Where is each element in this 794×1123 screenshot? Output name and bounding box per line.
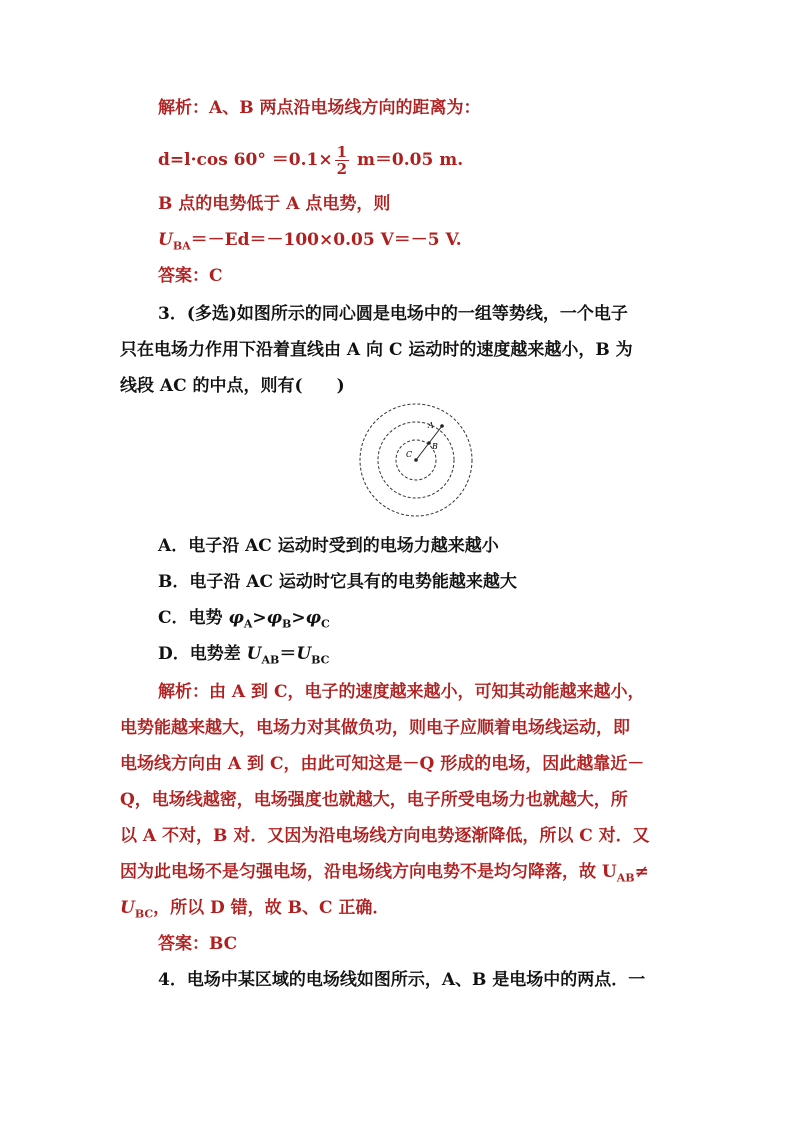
q2-explanation-line2: d=l·cos 60° ＝0.1× $\frac{1}{2}$ m＝0.05 m.	[158, 143, 464, 178]
answer-label: 答案	[158, 934, 192, 954]
q3-stem-line3: 线段 AC 的中点，则有( )	[120, 376, 345, 396]
q2-explanation-line1: 解析：A、B 两点沿电场线方向的距离为：	[158, 98, 481, 118]
q3-option-a: A．电子沿 AC 运动时受到的电场力越来越小	[158, 536, 499, 556]
explanation-label: 解析	[158, 98, 192, 118]
q2-answer: 答案：C	[158, 266, 223, 286]
q3-explanation-line2: 电势能越来越大，电场力对其做负功，则电子应顺着电场线运动，即	[120, 718, 630, 738]
point-b	[427, 441, 431, 445]
q3-explanation-line1: 解析：由 A 到 C，电子的速度越来越小，可知其动能越来越小，	[158, 682, 645, 702]
q3-stem-line2: 只在电场力作用下沿着直线由 A 向 C 运动时的速度越来越小，B 为	[120, 340, 633, 360]
q3-answer: 答案：BC	[158, 934, 238, 954]
label-b: B	[432, 442, 438, 451]
q3-explanation-line6: 因为此电场不是匀强电场，沿电场线方向电势不是均匀降落，故 $U_{AB}\ne$	[120, 862, 649, 885]
explanation-label: 解析	[158, 682, 192, 702]
q2-explanation-line4: $U_{BA}=-Ed=-100\times 0.05$ V＝－5 V.	[158, 230, 462, 253]
q3-option-c: C．电势 $\varphi_A>\varphi_B>\varphi_C$	[158, 608, 330, 631]
q3-explanation-line5: 以 A 不对，B 对．又因为沿电场线方向电势逐渐降低，所以 C 对．又	[120, 826, 650, 846]
q3-explanation-line7: $U_{BC}$，所以 D 错，故 B、C 正确．	[120, 898, 390, 921]
q3-option-b: B．电子沿 AC 运动时它具有的电势能越来越大	[158, 572, 517, 592]
q3-option-d: D．电势差 $U_{AB}=U_{BC}$	[158, 644, 330, 667]
point-a	[440, 424, 444, 428]
q3-explanation-line4: Q，电场线越密，电场强度也就越大，电子所受电场力也就越大，所	[120, 790, 628, 810]
concentric-equipotential-figure	[356, 400, 476, 520]
answer-value: C	[209, 266, 223, 286]
fraction-one-half: $\frac{1}{2}$	[336, 143, 348, 178]
point-c	[414, 458, 418, 462]
q3-explanation-line3: 电场线方向由 A 到 C，由此可知这是－Q 形成的电场，因此越靠近－	[120, 754, 645, 774]
answer-value: BC	[209, 934, 238, 954]
q3-stem-line1: 3．(多选)如图所示的同心圆是电场中的一组等势线，一个电子	[158, 304, 628, 324]
answer-label: 答案	[158, 266, 192, 286]
q4-stem-line1: 4．电场中某区域的电场线如图所示，A、B 是电场中的两点．一	[158, 970, 646, 990]
label-a: A	[428, 421, 434, 430]
label-c: C	[406, 450, 413, 459]
q2-explanation-line3: B 点的电势低于 A 点电势，则	[158, 194, 391, 214]
